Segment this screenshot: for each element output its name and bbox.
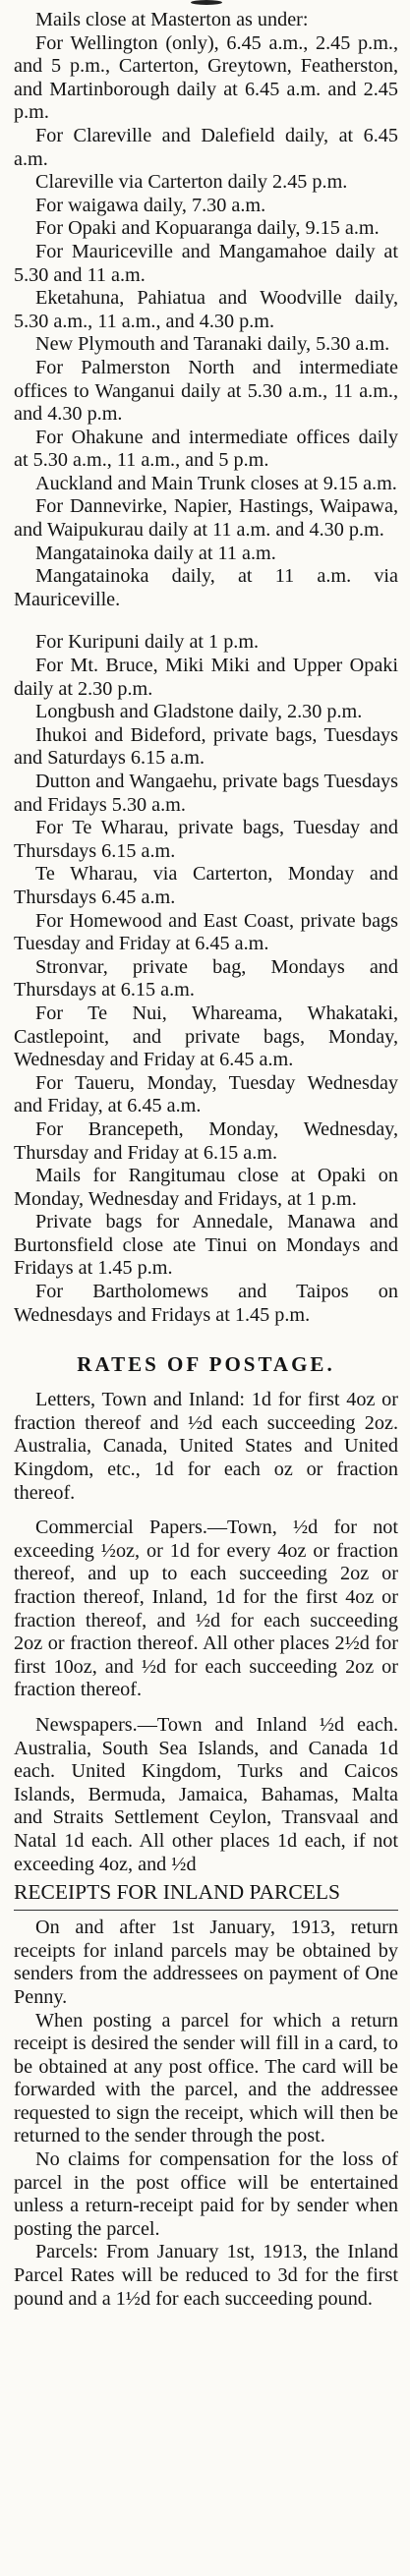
spacer bbox=[14, 1505, 398, 1517]
receipts-paragraph: On and after 1st January, 1913, return receipts for inland parcels may be obtained by senders from the addressees on payment of One Penny. bbox=[14, 1917, 398, 2008]
mail-entry: For Brancepeth, Monday, Wednesday, Thursday and Friday at 6.15 a.m. bbox=[14, 1117, 398, 1164]
receipts-heading: RECEIPTS FOR INLAND PARCELS bbox=[14, 1880, 340, 1905]
rates-heading: RATES OF POSTAGE. bbox=[77, 1352, 335, 1377]
rates-section bbox=[14, 1352, 398, 1876]
mail-entry: For waigawa daily, 7.30 a.m. bbox=[35, 194, 266, 216]
mail-entry: Clareville via Carterton daily 2.45 p.m. bbox=[35, 171, 348, 194]
mail-entry: For Taueru, Monday, Tuesday Wednesday and Friday, at 6.45 a.m. bbox=[14, 1071, 398, 1117]
spacer bbox=[14, 611, 398, 631]
mail-entry: For Clareville and Dalefield daily, at 6.45 a.m. bbox=[14, 124, 398, 170]
mail-entry: For Homewood and East Coast, private bags Tuesday and Friday at 6.45 a.m. bbox=[14, 909, 398, 955]
mail-entry: Longbush and Gladstone daily, 2.30 p.m. bbox=[35, 701, 363, 723]
receipts-paragraph: Parcels: From January 1st, 1913, the Inland Parcel Rates will be reduced to 3d for the first pound and a 1½d for each succeeding pound. bbox=[14, 2241, 398, 2310]
receipts-paragraph: When posting a parcel for which a return receipt is desired the sender will fill in a card, to be obtained at any post office. The card will be forwarded with the parcel, and the addressee requested to sign the receipt, which will then be returned to the sender through the post. bbox=[14, 2009, 398, 2147]
mail-entry: Mangatainoka daily at 11 a.m. bbox=[35, 542, 276, 564]
receipts-paragraph: No claims for compensation for the loss of parcel in the post office will be entertained unless a return-receipt paid for by sender when posting the parcel. bbox=[14, 2148, 398, 2240]
mail-entry: For Opaki and Kopuaranga daily, 9.15 a.m. bbox=[35, 217, 380, 240]
mail-entry: For Dannevirke, Napier, Hastings, Waipawa, and Waipukurau daily at 11 a.m. and 4.30 p.m. bbox=[14, 495, 398, 542]
mail-entry: For Wellington (only), 6.45 a.m., 2.45 p.m., and 5 p.m., Carterton, Greytown, Featherston, and Martinborough daily at 6.45 a.m. and 2.45 p.m. bbox=[14, 31, 398, 124]
mail-entry: For Mt. Bruce, Miki Miki and Upper Opaki daily at 2.30 p.m. bbox=[14, 655, 398, 700]
rates-newspapers: Newspapers.—Town and Inland ½d each. Australia, South Sea Islands, and Canada 1d each. United Kingdom, Turks and Caicos Islands, Bermuda, Jamaica, Bahamas, Malta and Straits Settlement Ceylon, Transvaal and Natal 1d each. All other places 1d each, if not exceeding 4oz, and ½d bbox=[14, 1713, 398, 1875]
mail-entry: Dutton and Wangaehu, private bags Tuesdays and Fridays 5.30 a.m. bbox=[14, 771, 398, 816]
mail-entry: Ihukoi and Bideford, private bags, Tuesdays and Saturdays 6.15 a.m. bbox=[14, 723, 398, 770]
mail-entry: For Te Nui, Whareama, Whakataki, Castlepoint, and private bags, Monday, Wednesday and Friday at 6.45 a.m. bbox=[14, 1002, 398, 1071]
mail-entry: Private bags for Annedale, Manawa and Burtonsfield close ate Tinui on Mondays and Fridays at 1.45 p.m. bbox=[14, 1211, 398, 1280]
mails-section bbox=[14, 9, 398, 1327]
decorative-top-mark bbox=[191, 0, 222, 5]
mail-entry: For Bartholomews and Taipos on Wednesdays and Fridays at 1.45 p.m. bbox=[14, 1281, 398, 1326]
mail-entry: Mails for Rangitumau close at Opaki on Monday, Wednesday and Fridays, at 1 p.m. bbox=[14, 1165, 398, 1210]
mail-entry: For Te Wharau, private bags, Tuesday and Thursdays 6.15 a.m. bbox=[14, 817, 398, 862]
mail-entry: Stronvar, private bag, Mondays and Thursdays at 6.15 a.m. bbox=[14, 955, 398, 1002]
mail-entry: Auckland and Main Trunk closes at 9.15 a.m. bbox=[35, 472, 397, 494]
mail-entry: New Plymouth and Taranaki daily, 5.30 a.m. bbox=[35, 333, 390, 356]
mail-entry: Mangatainoka daily, at 11 a.m. via Mauriceville. bbox=[14, 565, 398, 610]
mail-entry: For Kuripuni daily at 1 p.m. bbox=[35, 631, 260, 654]
receipts-section bbox=[14, 1880, 398, 2311]
mails-intro: Mails close at Masterton as under: bbox=[35, 9, 309, 30]
rates-commercial-papers: Commercial Papers.—Town, ½d for not exceeding ½oz, or 1d for every 4oz or fraction thereof, and up to each succeeding 2oz or fraction thereof, Inland, 1d for the first 4oz or fraction thereof, and ½d for each succeeding 2oz or fraction thereof. All other places 2½d for first 10oz, and ½d for each succeeding 2oz or fraction thereof. bbox=[14, 1517, 398, 1701]
mail-entry: For Palmerston North and intermediate offices to Wanganui daily at 5.30 a.m., 11 a.m., and 4.30 p.m. bbox=[14, 356, 398, 426]
mail-entry: Eketahuna, Pahiatua and Woodville daily, 5.30 a.m., 11 a.m., and 4.30 p.m. bbox=[14, 287, 398, 332]
spacer bbox=[14, 1327, 398, 1346]
spacer bbox=[14, 1702, 398, 1714]
rates-letters: Letters, Town and Inland: 1d for first 4oz or fraction thereof and ½d each succeeding 2oz. Australia, Canada, United States and United Kingdom, etc., 1d for each oz or fraction thereof. bbox=[14, 1389, 398, 1504]
mail-entry: For Mauriceville and Mangamahoe daily at 5.30 and 11 a.m. bbox=[14, 240, 398, 286]
mail-entry: For Ohakune and intermediate offices daily at 5.30 a.m., 11 a.m., and 5 p.m. bbox=[14, 426, 398, 472]
heading-rule bbox=[14, 1910, 398, 1911]
mail-entry: Te Wharau, via Carterton, Monday and Thursdays 6.45 a.m. bbox=[14, 863, 398, 908]
